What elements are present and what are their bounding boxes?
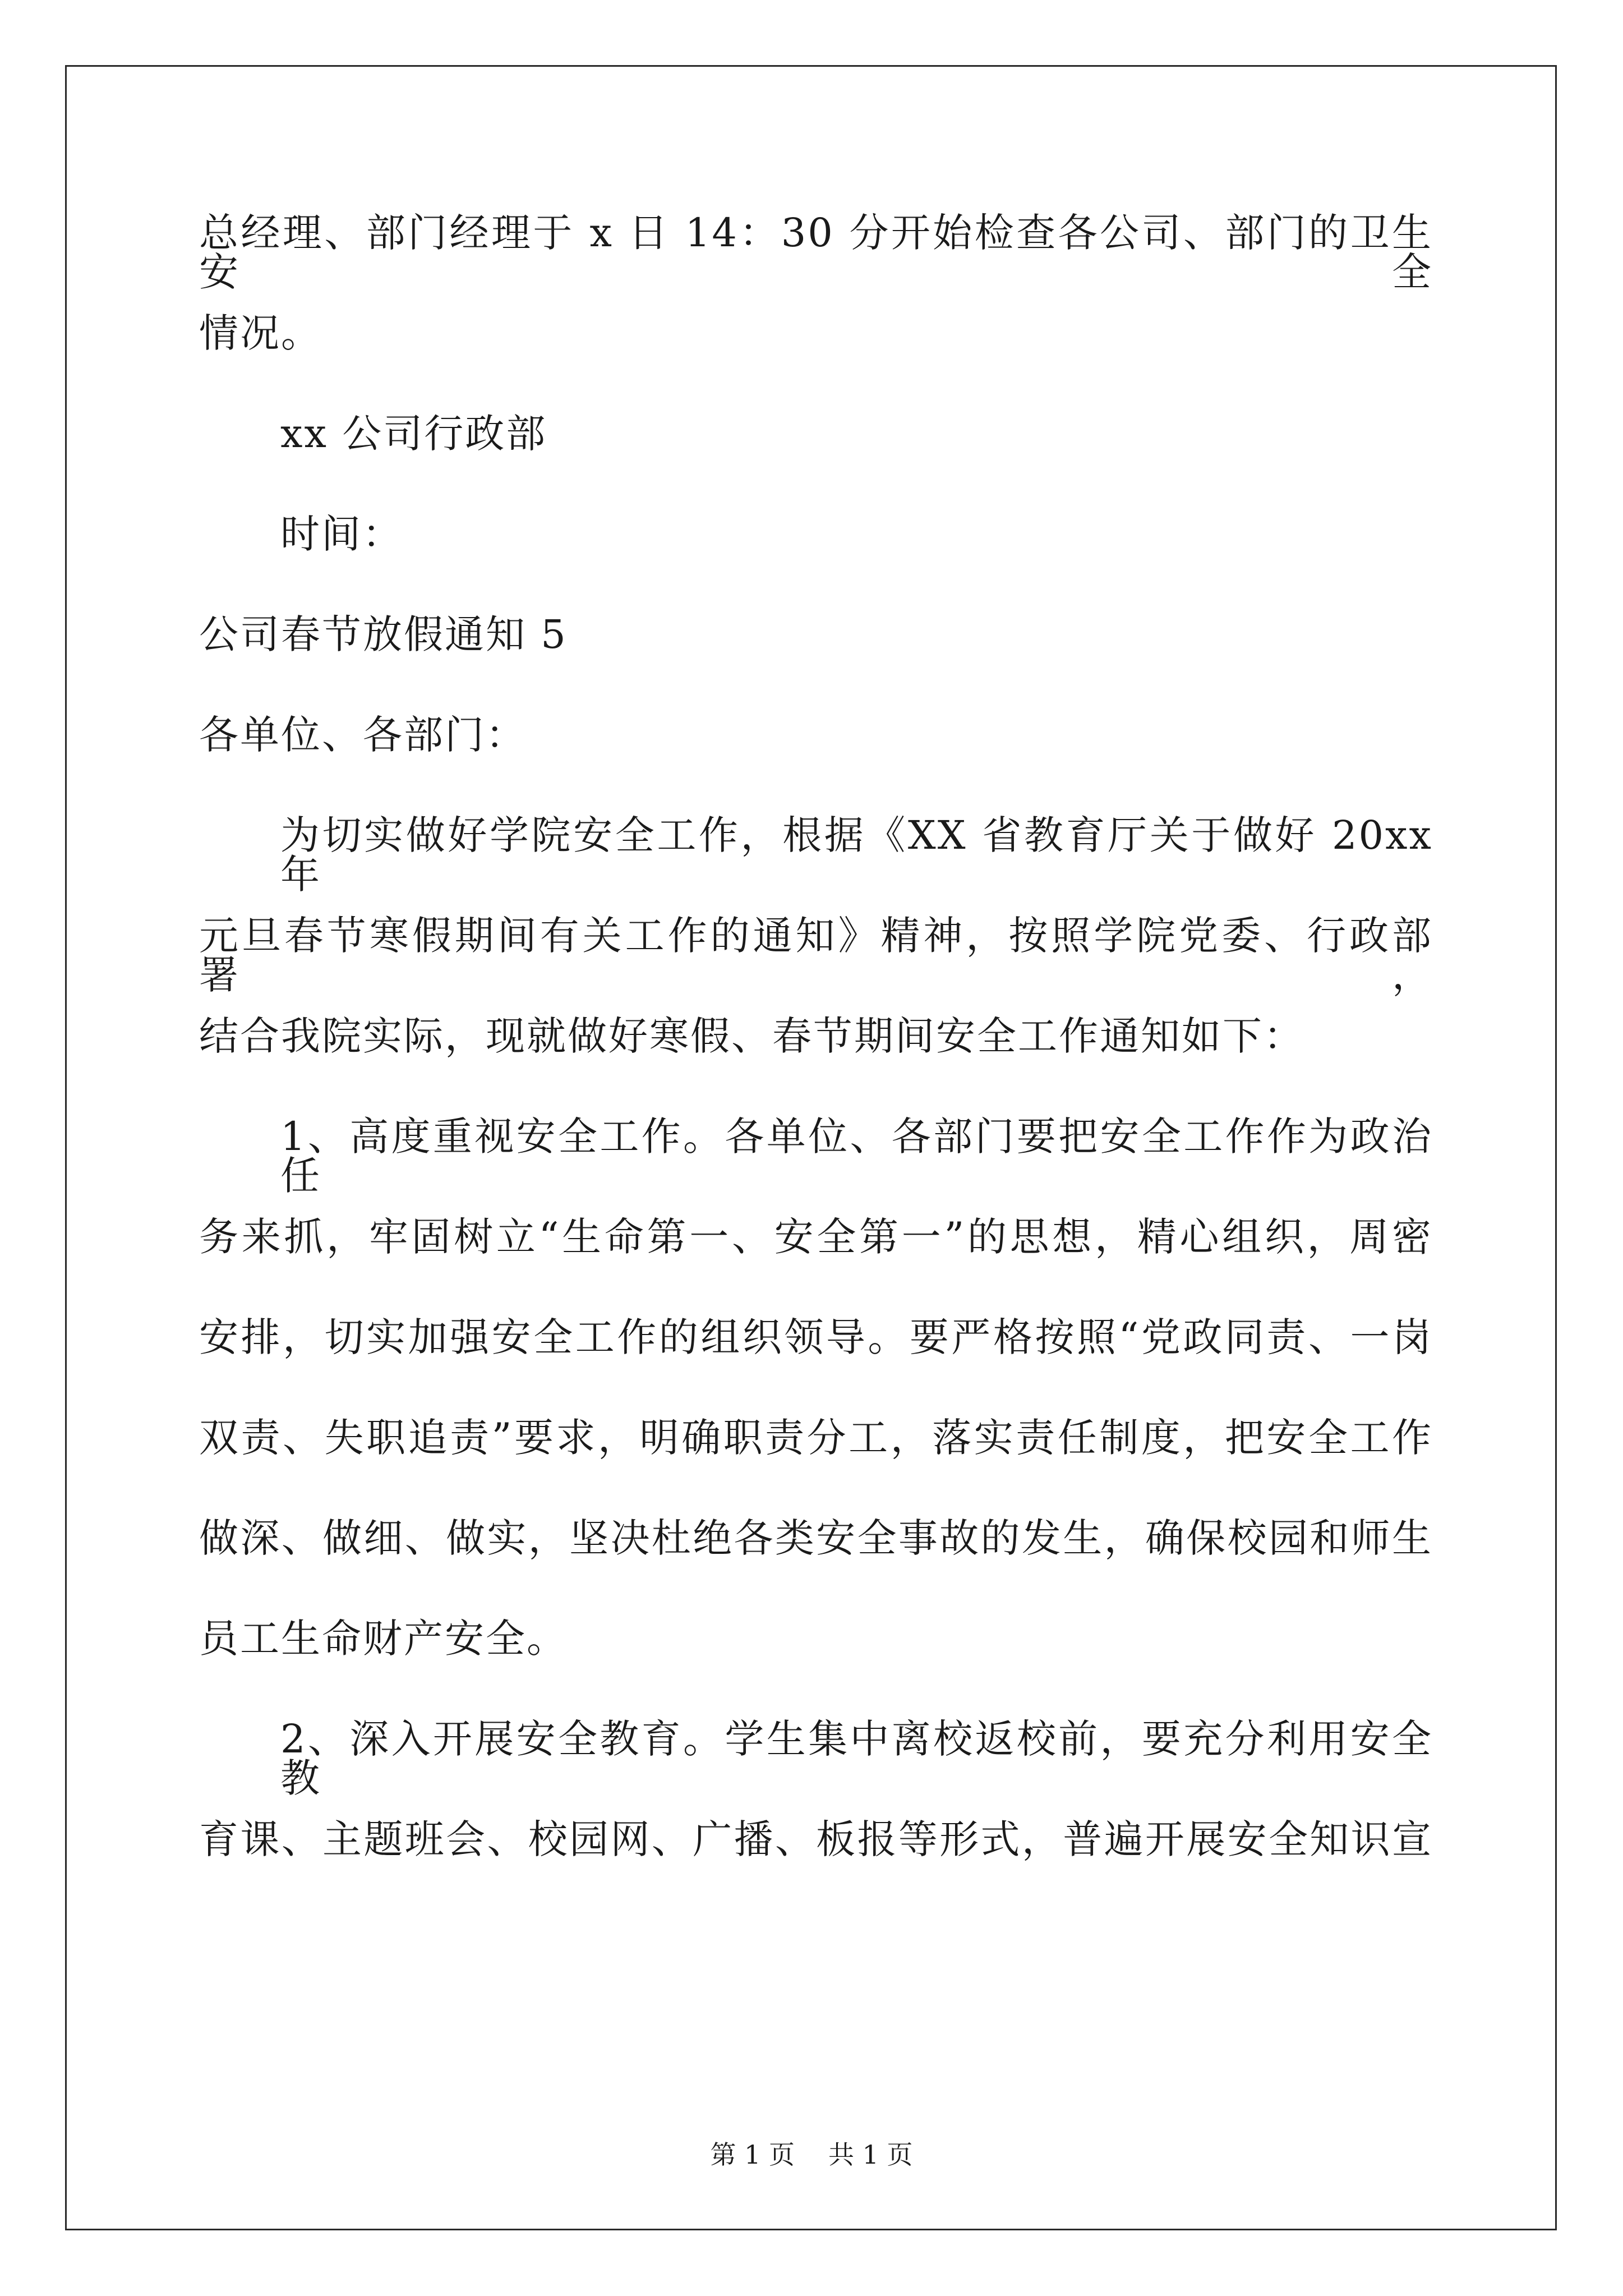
page-total: 共 1 页 bbox=[828, 2139, 913, 2170]
text-line: 员工生命财产安全。 bbox=[199, 1616, 568, 1662]
text-line: 2、深入开展安全教育。学生集中离校返校前，要充分利用安全教 bbox=[280, 1716, 1433, 1801]
text-line: 总经理、部门经理于 x 日 14：30 分开始检查各公司、部门的卫生安全 bbox=[199, 210, 1433, 295]
salutation: 各单位、各部门： bbox=[199, 712, 527, 758]
page-number: 第 1 页 bbox=[710, 2139, 795, 2170]
text-line: 为切实做好学院安全工作，根据《XX 省教育厅关于做好 20xx 年 bbox=[280, 812, 1433, 898]
text-line: 1、高度重视安全工作。各单位、各部门要把安全工作作为政治任 bbox=[280, 1114, 1433, 1199]
text-line: 情况。 bbox=[199, 310, 322, 356]
text-line: 育课、主题班会、校园网、广播、板报等形式，普遍开展安全知识宣 bbox=[199, 1816, 1433, 1862]
section-title: 公司春节放假通知 5 bbox=[199, 611, 568, 657]
page-footer bbox=[0, 2139, 1623, 2170]
document-body bbox=[199, 210, 1433, 1920]
text-line: 务来抓，牢固树立“生命第一、安全第一”的思想，精心组织，周密 bbox=[199, 1214, 1433, 1260]
text-line: 安排，切实加强安全工作的组织领导。要严格按照“党政同责、一岗 bbox=[199, 1314, 1433, 1360]
text-line: 时间： bbox=[280, 511, 403, 557]
text-line: 元旦春节寒假期间有关工作的通知》精神，按照学院党委、行政部署， bbox=[199, 913, 1433, 998]
text-line: 结合我院实际，现就做好寒假、春节期间安全工作通知如下： bbox=[199, 1013, 1304, 1059]
text-line: 做深、做细、做实，坚决杜绝各类安全事故的发生，确保校园和师生 bbox=[199, 1515, 1433, 1561]
text-line: 双责、失职追责”要求，明确职责分工，落实责任制度，把安全工作 bbox=[199, 1415, 1433, 1461]
text-line: xx 公司行政部 bbox=[280, 411, 547, 457]
